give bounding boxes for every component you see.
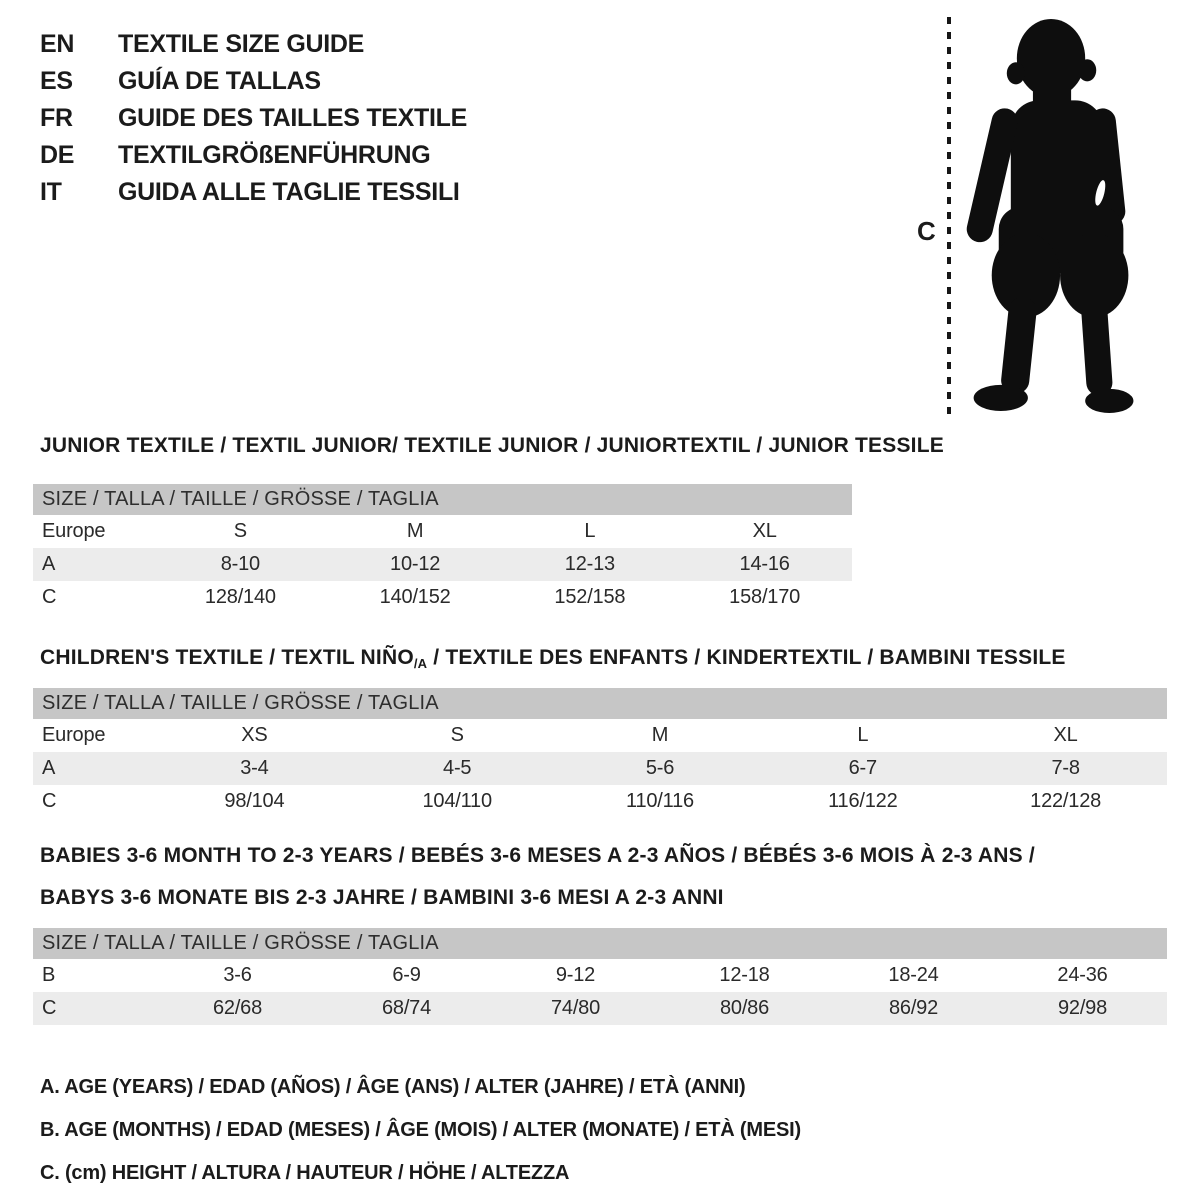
- row-label: A: [42, 757, 56, 779]
- row-label: Europe: [42, 724, 106, 746]
- table-cell: 116/122: [828, 790, 898, 812]
- children-title-part1: CHILDREN'S TEXTILE / TEXTIL NIÑO: [40, 646, 414, 669]
- lang-label: GUIDE DES TAILLES TEXTILE: [118, 104, 468, 132]
- row-label: C: [42, 997, 57, 1019]
- row-label: C: [42, 790, 57, 812]
- junior-section-title: JUNIOR TEXTILE / TEXTIL JUNIOR/ TEXTILE JUNIOR / JUNIORTEXTIL / JUNIOR TESSILE: [40, 434, 944, 457]
- table-cell: 98/104: [224, 790, 285, 812]
- table-cell: 4-5: [443, 757, 472, 779]
- size-header-bar: SIZE / TALLA / TAILLE / GRÖSSE / TAGLIA: [33, 928, 1167, 959]
- height-measure-dashed-line: [947, 17, 951, 418]
- table-cell: M: [406, 520, 424, 542]
- footnote-a: A. AGE (YEARS) / EDAD (AÑOS) / ÂGE (ANS) / ALTER (JAHRE) / ETÀ (ANNI): [40, 1076, 746, 1098]
- lang-label: TEXTILE SIZE GUIDE: [118, 30, 365, 58]
- table-cell: L: [857, 724, 869, 746]
- lang-label: TEXTILGRÖßENFÜHRUNG: [118, 141, 431, 169]
- table-cell: 12-13: [564, 553, 615, 575]
- lang-label: GUÍA DE TALLAS: [118, 67, 321, 95]
- lang-code: FR: [40, 104, 73, 132]
- table-row: [33, 515, 852, 548]
- size-header-bar: SIZE / TALLA / TAILLE / GRÖSSE / TAGLIA: [33, 484, 852, 515]
- table-cell: 18-24: [888, 964, 939, 986]
- table-cell: 158/170: [729, 586, 801, 608]
- babies-section-title-line2: BABYS 3-6 MONATE BIS 2-3 JAHRE / BAMBINI 3-6 MESI A 2-3 ANNI: [40, 886, 724, 909]
- table-cell: XL: [752, 520, 777, 542]
- lang-code: IT: [40, 178, 62, 206]
- table-row: [33, 581, 852, 614]
- lang-row-de: [40, 141, 467, 169]
- lang-row-fr: [40, 104, 467, 132]
- lang-code: ES: [40, 67, 73, 95]
- table-row: [33, 785, 1167, 818]
- table-row: [33, 548, 852, 581]
- table-cell: 3-4: [240, 757, 269, 779]
- table-row: [33, 752, 1167, 785]
- table-cell: 110/116: [626, 790, 694, 812]
- babies-size-table: [33, 928, 1167, 1025]
- table-cell: 8-10: [220, 553, 260, 575]
- table-cell: 12-18: [719, 964, 770, 986]
- table-cell: 24-36: [1057, 964, 1108, 986]
- children-title-sub: /A: [413, 656, 428, 671]
- row-label: B: [42, 964, 56, 986]
- height-measure-label: C: [917, 216, 936, 246]
- table-cell: 128/140: [204, 586, 276, 608]
- table-cell: 14-16: [739, 553, 790, 575]
- table-row: [33, 992, 1167, 1025]
- table-cell: XS: [241, 724, 268, 746]
- table-cell: 5-6: [645, 757, 675, 779]
- babies-section-title-line1: BABIES 3-6 MONTH TO 2-3 YEARS / BEBÉS 3-6 MESES A 2-3 AÑOS / BÉBÉS 3-6 MOIS À 2-3 ANS /: [40, 844, 1035, 867]
- table-cell: XL: [1053, 724, 1078, 746]
- table-cell: 92/98: [1057, 997, 1108, 1019]
- lang-code: EN: [40, 30, 75, 58]
- lang-label: GUIDA ALLE TAGLIE TESSILI: [118, 178, 460, 206]
- table-row: [33, 959, 1167, 992]
- children-section-title: [40, 646, 1066, 671]
- table-row: [33, 719, 1167, 752]
- table-cell: 62/68: [212, 997, 263, 1019]
- row-label: C: [42, 586, 57, 608]
- children-size-table: [33, 688, 1167, 818]
- footnote-c: C. (cm) HEIGHT / ALTURA / HAUTEUR / HÖHE / ALTEZZA: [40, 1162, 570, 1184]
- lang-code: DE: [40, 141, 75, 169]
- table-cell: 6-7: [848, 757, 877, 779]
- table-cell: 68/74: [381, 997, 432, 1019]
- table-cell: 74/80: [550, 997, 601, 1019]
- toddler-silhouette-icon: [962, 16, 1134, 418]
- table-cell: L: [584, 520, 596, 542]
- table-cell: 104/110: [422, 790, 492, 812]
- children-title-part2: / TEXTILE DES ENFANTS / KINDERTEXTIL / BAMBINI TESSILE: [427, 646, 1066, 669]
- table-cell: 122/128: [1030, 790, 1102, 812]
- junior-size-table: [33, 484, 852, 614]
- lang-row-en: [40, 30, 467, 58]
- size-header-bar: SIZE / TALLA / TAILLE / GRÖSSE / TAGLIA: [33, 688, 1167, 719]
- table-cell: 86/92: [888, 997, 939, 1019]
- table-cell: 9-12: [555, 964, 596, 986]
- table-cell: S: [233, 520, 247, 542]
- row-label: Europe: [42, 520, 106, 542]
- table-cell: M: [651, 724, 669, 746]
- table-cell: 152/158: [554, 586, 626, 608]
- lang-row-es: [40, 67, 467, 95]
- footnote-b: B. AGE (MONTHS) / EDAD (MESES) / ÂGE (MOIS) / ALTER (MONATE) / ETÀ (MESI): [40, 1119, 801, 1141]
- row-label: A: [42, 553, 56, 575]
- table-cell: 80/86: [719, 997, 770, 1019]
- language-title-block: [40, 30, 467, 206]
- table-cell: 3-6: [223, 964, 252, 986]
- table-cell: 6-9: [392, 964, 421, 986]
- table-cell: 7-8: [1051, 757, 1080, 779]
- table-cell: 10-12: [390, 553, 441, 575]
- lang-row-it: [40, 178, 467, 206]
- table-cell: 140/152: [379, 586, 451, 608]
- table-cell: S: [450, 724, 464, 746]
